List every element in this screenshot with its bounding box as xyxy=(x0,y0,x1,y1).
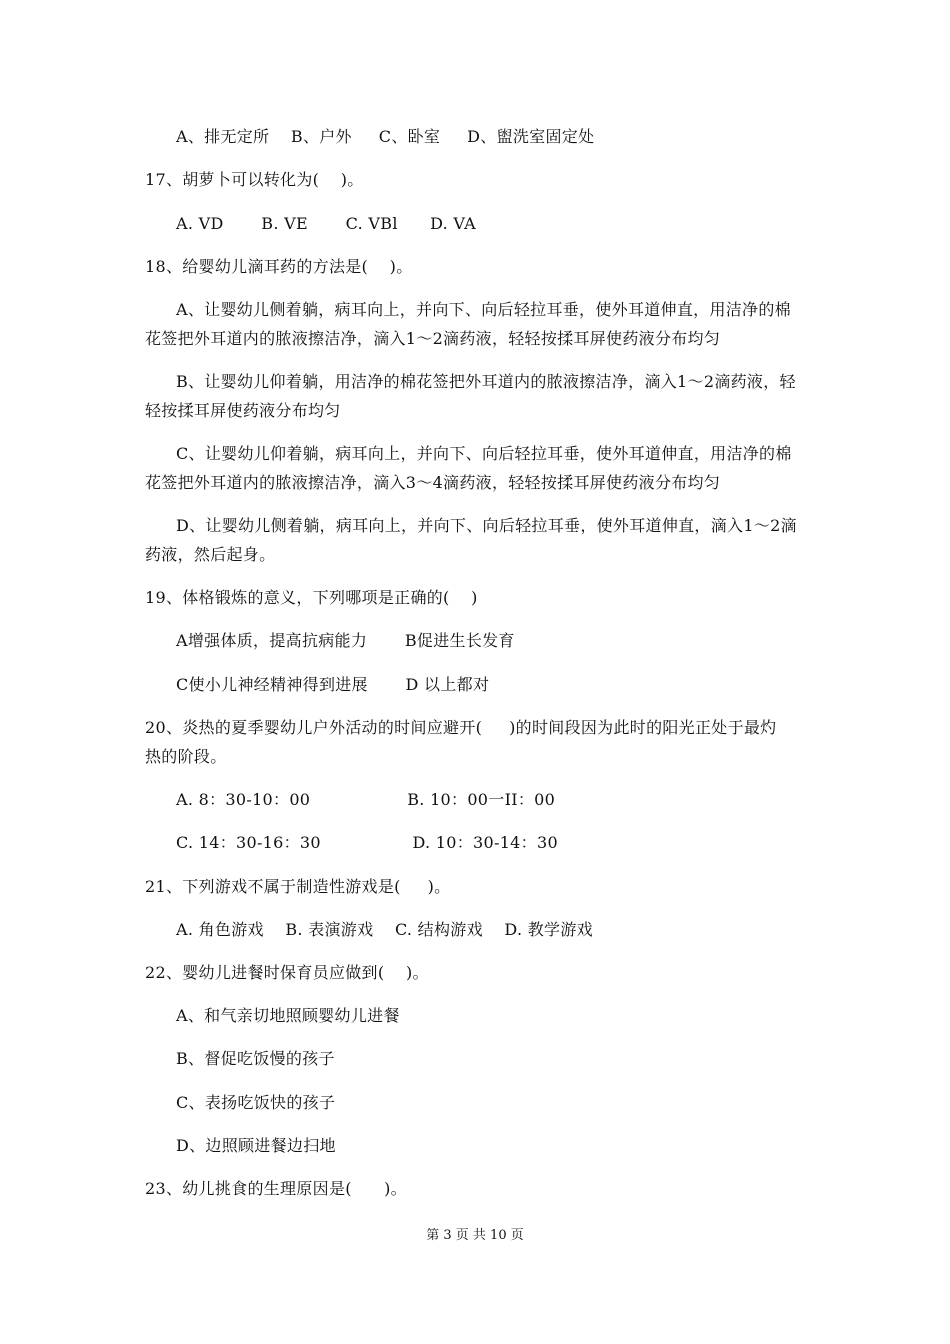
question-17: 17、胡萝卜可以转化为( )。 xyxy=(145,170,364,189)
q16-options: A、排无定所 B、户外 C、卧室 D、盥洗室固定处 xyxy=(176,127,595,146)
q22-option-d: D、边照顾进餐边扫地 xyxy=(176,1136,336,1155)
q18-option-a: A、让婴幼儿侧着躺，病耳向上，并向下、向后轻拉耳垂，使外耳道伸直，用洁净的棉 xyxy=(176,300,791,319)
q18-option-a-cont: 花签把外耳道内的脓液擦洁净，滴入1～2滴药液，轻轻按揉耳屏使药液分布均匀 xyxy=(145,329,721,348)
page-footer: 第 3 页 共 10 页 xyxy=(426,1228,524,1243)
q19-options-ab: A增强体质，提高抗病能力 B促进生长发育 xyxy=(176,631,515,650)
question-20: 20、炎热的夏季婴幼儿户外活动的时间应避开( )的时间段因为此时的阳光正处于最灼 xyxy=(145,718,777,737)
q19-options-cd: C使小儿神经精神得到进展 D 以上都对 xyxy=(176,675,490,694)
q22-option-b: B、督促吃饭慢的孩子 xyxy=(176,1049,335,1068)
q18-option-c: C、让婴幼儿仰着躺，病耳向上，并向下、向后轻拉耳垂，使外耳道伸直，用洁净的棉 xyxy=(176,444,792,463)
q22-option-a: A、和气亲切地照顾婴幼儿进餐 xyxy=(176,1006,400,1025)
question-19: 19、体格锻炼的意义，下列哪项是正确的( ) xyxy=(145,588,478,607)
question-20-cont: 热的阶段。 xyxy=(145,747,227,766)
q20-options-cd: C. 14：30-16：30 D. 10：30-14：30 xyxy=(176,833,558,852)
question-18: 18、给婴幼儿滴耳药的方法是( )。 xyxy=(145,257,413,276)
question-21: 21、下列游戏不属于制造性游戏是( )。 xyxy=(145,877,451,896)
q21-options: A. 角色游戏 B. 表演游戏 C. 结构游戏 D. 教学游戏 xyxy=(176,920,593,939)
q20-options-ab: A. 8：30-10：00 B. 10：00一II：00 xyxy=(176,790,556,809)
question-22: 22、婴幼儿进餐时保育员应做到( )。 xyxy=(145,963,429,982)
question-23: 23、幼儿挑食的生理原因是( )。 xyxy=(145,1179,407,1198)
q18-option-d: D、让婴幼儿侧着躺，病耳向上，并向下、向后轻拉耳垂，使外耳道伸直，滴入1～2滴 xyxy=(176,516,797,535)
q22-option-c: C、表扬吃饭快的孩子 xyxy=(176,1093,336,1112)
q17-options: A. VD B. VE C. VBl D. VA xyxy=(176,214,477,233)
q18-option-b: B、让婴幼儿仰着躺，用洁净的棉花签把外耳道内的脓液擦洁净，滴入1～2滴药液，轻 xyxy=(176,372,796,391)
q18-option-b-cont: 轻按揉耳屏使药液分布均匀 xyxy=(145,401,341,420)
q18-option-d-cont: 药液，然后起身。 xyxy=(145,545,276,564)
q18-option-c-cont: 花签把外耳道内的脓液擦洁净，滴入3～4滴药液，轻轻按揉耳屏使药液分布均匀 xyxy=(145,473,721,492)
